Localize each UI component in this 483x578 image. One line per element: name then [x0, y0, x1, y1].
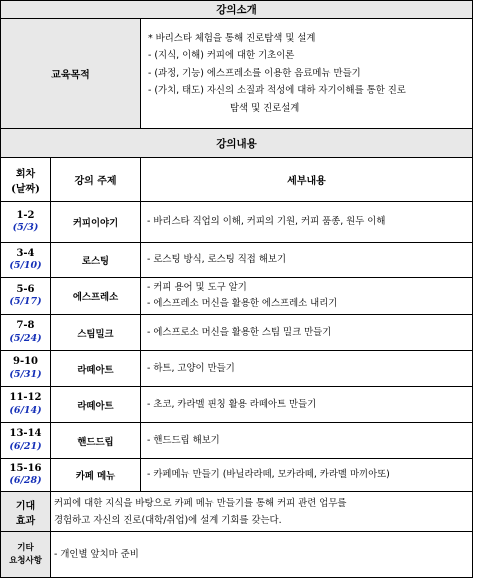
- goal-line-continuation: 탐색 및 진로설계: [230, 102, 300, 114]
- topic-column-header: 강의 주제: [51, 158, 141, 202]
- column-header-row: [1, 158, 473, 202]
- session-number-cell: 7-8 (5/24): [1, 315, 51, 351]
- intro-header-row: [1, 1, 473, 19]
- expected-effect-label: 기대 효과: [1, 492, 51, 532]
- session-row: [1, 459, 473, 492]
- education-goals-cell: [141, 19, 473, 129]
- session-number-cell: 11-12 (6/14): [1, 387, 51, 423]
- session-row: [1, 202, 473, 243]
- session-number-cell: 9-10 (5/31): [1, 351, 51, 387]
- content-section-title: 강의내용: [1, 129, 473, 158]
- session-column-header: 회차 (날짜): [1, 158, 51, 202]
- session-date: (6/14): [9, 404, 42, 416]
- session-detail: - 바리스타 직업의 이해, 커피의 기원, 커피 품종, 원두 이해: [141, 202, 473, 243]
- session-date: (6/21): [9, 440, 42, 452]
- session-detail: - 하트, 고양이 만들기: [141, 351, 473, 387]
- session-topic: 핸드드립: [51, 423, 141, 459]
- session-topic: 라떼아트: [51, 351, 141, 387]
- session-number-cell: 3-4 (5/10): [1, 243, 51, 278]
- other-requests-text: - 개인별 앞치마 준비: [51, 532, 473, 578]
- session-date: (5/24): [9, 332, 42, 344]
- session-date: (5/17): [9, 296, 42, 307]
- session-detail: - 초코, 카라멜 핀칭 활용 라떼아트 만들기: [141, 387, 473, 423]
- other-requests-row: [1, 532, 473, 578]
- session-date: (5/10): [9, 260, 42, 271]
- session-topic: 카페 메뉴: [51, 459, 141, 492]
- session-date: (5/3): [12, 222, 39, 233]
- goal-line: - (과정, 기능) 에스프레소를 이용한 음료메뉴 만들기: [148, 67, 361, 79]
- session-topic: 로스팅: [51, 243, 141, 278]
- session-number-cell: 13-14 (6/21): [1, 423, 51, 459]
- content-header-row: [1, 129, 473, 158]
- session-row: [1, 315, 473, 351]
- session-detail: - 카페메뉴 만들기 (바닐라라떼, 모카라떼, 카라멜 마끼아또): [141, 459, 473, 492]
- session-detail: - 핸드드립 해보기: [141, 423, 473, 459]
- detail-column-header: 세부내용: [141, 158, 473, 202]
- session-date: (5/31): [9, 368, 42, 380]
- expected-effect-row: [1, 492, 473, 532]
- session-number-cell: 15-16 (6/28): [1, 459, 51, 492]
- goal-line: - (가치, 태도) 자신의 소질과 적성에 대하 자기이해를 통한 진로: [148, 85, 406, 97]
- session-row: [1, 387, 473, 423]
- session-date: (6/28): [9, 475, 42, 486]
- session-row: [1, 243, 473, 278]
- session-row: [1, 423, 473, 459]
- session-topic: 커피이야기: [51, 202, 141, 243]
- goal-line: - (지식, 이해) 커피에 대한 기초이론: [148, 50, 295, 62]
- session-number-cell: 1-2 (5/3): [1, 202, 51, 243]
- session-topic: 라떼아트: [51, 387, 141, 423]
- session-detail: - 로스팅 방식, 로스팅 직접 해보기: [141, 243, 473, 278]
- goal-line: * 바리스타 체험을 통해 진로탐색 및 설계: [148, 32, 316, 44]
- expected-effect-text: 커피에 대한 지식을 바탕으로 카페 메뉴 만들기를 통해 커피 관련 업무를 경험하고 자신의 진로(대학/취업)에 설계 기회를 갖는다.: [51, 492, 473, 532]
- session-number-cell: 5-6 (5/17): [1, 278, 51, 315]
- education-goals-label: 교육목적: [1, 19, 141, 129]
- session-detail: - 에스프로소 머신을 활용한 스팀 밀크 만들기: [141, 315, 473, 351]
- session-row: [1, 278, 473, 315]
- education-goals-row: [1, 19, 473, 129]
- session-detail: - 커피 용어 및 도구 알기 - 에스프레소 머신을 활용한 에스프레소 내리기: [141, 278, 473, 315]
- session-topic: 스팀밀크: [51, 315, 141, 351]
- other-requests-label: 기타 요청사항: [1, 532, 51, 578]
- intro-section-title: 강의소개: [1, 1, 473, 19]
- session-row: [1, 351, 473, 387]
- session-topic: 에스프레소: [51, 278, 141, 315]
